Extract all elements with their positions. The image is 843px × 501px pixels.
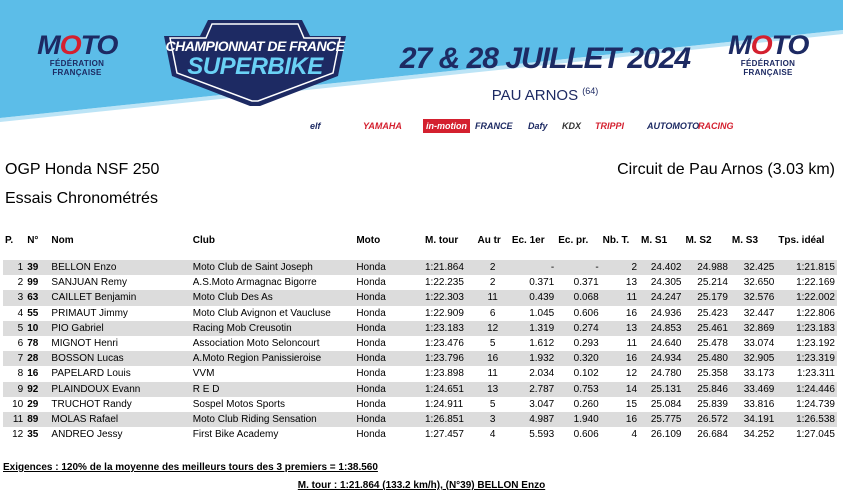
cell-name: CAILLET Benjamin bbox=[49, 290, 190, 305]
table-row bbox=[3, 412, 837, 427]
cell-ideal: 1:22.002 bbox=[776, 290, 837, 305]
cell-moto: Honda bbox=[356, 398, 386, 410]
cell-lap-no: 2 bbox=[475, 260, 509, 275]
cell-club: VVM bbox=[192, 368, 215, 380]
cell-s1: 26.109 bbox=[650, 429, 682, 441]
cell-moto: Honda bbox=[354, 412, 423, 427]
cell-name: MOLAS Rafael bbox=[49, 412, 190, 427]
cell-name: BOSSON Lucas bbox=[49, 351, 190, 366]
cell-ideal: 1:26.538 bbox=[776, 412, 837, 427]
cell-laps: 16 bbox=[625, 307, 638, 319]
cell-ideal: 1:21.815 bbox=[776, 260, 837, 275]
col-header-ideal: Tps. idéal bbox=[778, 234, 825, 246]
cell-laps: 16 bbox=[601, 351, 639, 366]
cell-moto: Honda bbox=[356, 368, 386, 380]
table-row bbox=[3, 397, 837, 412]
cell-pos: 12 bbox=[12, 429, 24, 441]
cell-name: ANDREO Jessy bbox=[51, 429, 123, 441]
cell-pos: 8 bbox=[17, 368, 24, 380]
ffm-logo-moto: MOTO bbox=[36, 30, 118, 60]
sponsor-yamaha-logo: YAMAHA bbox=[363, 121, 402, 131]
best-lap-note: M. tour : 1:21.864 (133.2 km/h), (N°39) BELLON Enzo bbox=[297, 480, 546, 491]
cell-name: PIO Gabriel bbox=[49, 321, 190, 336]
cell-pos: 11 bbox=[3, 412, 25, 427]
table-header-row bbox=[3, 230, 837, 250]
cell-gap-first: 5.593 bbox=[529, 429, 555, 441]
cell-name: TRUCHOT Randy bbox=[51, 398, 132, 410]
cell-name: MIGNOT Henri bbox=[51, 338, 118, 350]
cell-best-lap: 1:23.183 bbox=[423, 321, 476, 336]
sponsor-strip bbox=[305, 119, 755, 135]
cell-s2: 25.358 bbox=[697, 368, 728, 380]
cell-club: Moto Club Riding Sensation bbox=[191, 412, 355, 427]
sponsor-kdx-logo: KDX bbox=[562, 121, 582, 131]
results-table bbox=[3, 230, 837, 442]
cell-s3: 34.252 bbox=[743, 429, 775, 441]
table-row bbox=[3, 306, 837, 321]
cell-ideal: 1:23.192 bbox=[796, 338, 835, 350]
cell-s3: 32.447 bbox=[743, 307, 775, 319]
cell-best-lap: 1:23.898 bbox=[424, 368, 464, 380]
cell-s3: 33.816 bbox=[743, 398, 775, 410]
cell-s1: 24.780 bbox=[650, 368, 682, 380]
ffm-logo-line2: FRANÇAISE bbox=[743, 68, 793, 77]
cell-num: 35 bbox=[27, 429, 39, 441]
cell-club: Moto Club de Saint Joseph bbox=[191, 260, 355, 275]
cell-ideal: 1:24.739 bbox=[796, 398, 835, 410]
cell-s1: 24.853 bbox=[639, 321, 683, 336]
cell-s2: 24.988 bbox=[683, 260, 729, 275]
cell-s2: 25.839 bbox=[697, 398, 728, 410]
cell-moto: Honda bbox=[354, 260, 423, 275]
cell-club: A.Moto Region Panissieroise bbox=[191, 351, 355, 366]
cell-pos: 7 bbox=[3, 351, 25, 366]
cell-gap-first: - bbox=[510, 260, 556, 275]
ffm-logo-line1: FÉDÉRATION bbox=[49, 59, 105, 68]
requirement-note: Exigences : 120% de la moyenne des meilleurs tours des 3 premiers = 1:38.560 bbox=[3, 462, 378, 473]
cell-gap-prev: 0.753 bbox=[556, 382, 600, 397]
col-header-pos: P. bbox=[5, 234, 14, 246]
cell-s2: 25.179 bbox=[683, 290, 729, 305]
header-banner bbox=[0, 0, 843, 150]
cell-club: A.S.Moto Armagnac Bigorre bbox=[192, 277, 317, 289]
cell-laps: 2 bbox=[601, 260, 639, 275]
cell-s1: 24.247 bbox=[639, 290, 683, 305]
sponsor-automoto-logo: AUTOMOTO bbox=[647, 121, 700, 131]
cell-gap-first: 1.612 bbox=[529, 338, 555, 350]
cell-gap-prev: 0.320 bbox=[556, 351, 600, 366]
cell-laps: 11 bbox=[601, 290, 639, 305]
col-header-num: N° bbox=[27, 234, 39, 246]
cell-s2: 26.684 bbox=[697, 429, 728, 441]
cell-laps: 13 bbox=[601, 321, 639, 336]
cell-num: 28 bbox=[25, 351, 49, 366]
cell-laps: 14 bbox=[601, 382, 639, 397]
table-row bbox=[3, 321, 837, 336]
cell-lap-no: 13 bbox=[475, 382, 509, 397]
cell-gap-prev: 0.606 bbox=[573, 429, 599, 441]
table-row bbox=[3, 427, 837, 442]
cell-s1: 25.084 bbox=[650, 398, 682, 410]
cell-lap-no: 4 bbox=[489, 429, 496, 441]
col-header-club: Club bbox=[192, 234, 215, 246]
event-venue bbox=[395, 86, 695, 104]
results-body bbox=[3, 260, 837, 442]
cell-pos: 5 bbox=[3, 321, 25, 336]
sponsor-elf-logo: elf bbox=[310, 121, 321, 131]
cell-s2: 25.480 bbox=[683, 351, 729, 366]
cell-gap-first: 2.787 bbox=[510, 382, 556, 397]
cell-best-lap: 1:26.851 bbox=[423, 412, 476, 427]
cell-lap-no: 6 bbox=[489, 307, 496, 319]
cell-s2: 25.423 bbox=[697, 307, 728, 319]
col-header-name: Nom bbox=[51, 234, 74, 246]
cell-best-lap: 1:24.651 bbox=[423, 382, 476, 397]
cell-s1: 25.775 bbox=[639, 412, 683, 427]
sponsor-trippi-logo: TRIPPI bbox=[595, 121, 625, 131]
cell-gap-first: 4.987 bbox=[510, 412, 556, 427]
col-header-gap-first: Ec. 1er bbox=[511, 234, 545, 246]
sponsor-france-logo: FRANCE bbox=[475, 121, 513, 131]
cell-s2: 25.461 bbox=[683, 321, 729, 336]
cell-s2: 25.846 bbox=[683, 382, 729, 397]
venue-name: PAU ARNOS bbox=[491, 87, 579, 104]
race-circuit: Circuit de Pau Arnos (3.03 km) bbox=[617, 161, 835, 178]
cell-pos: 4 bbox=[17, 307, 24, 319]
cell-s1: 24.402 bbox=[639, 260, 683, 275]
cell-club: First Bike Academy bbox=[192, 429, 279, 441]
cell-pos: 6 bbox=[17, 338, 24, 350]
cell-moto: Honda bbox=[354, 382, 423, 397]
cell-num: 29 bbox=[27, 398, 39, 410]
cell-s3: 33.074 bbox=[743, 338, 775, 350]
cell-best-lap: 1:22.909 bbox=[424, 307, 464, 319]
cell-num: 89 bbox=[25, 412, 49, 427]
cell-lap-no: 16 bbox=[475, 351, 509, 366]
cell-gap-first: 1.932 bbox=[510, 351, 556, 366]
cell-gap-prev: 1.940 bbox=[556, 412, 600, 427]
table-row bbox=[3, 351, 837, 366]
cell-num: 55 bbox=[27, 307, 39, 319]
cell-lap-no: 2 bbox=[489, 277, 496, 289]
cell-gap-prev: 0.260 bbox=[573, 398, 599, 410]
cell-best-lap: 1:27.457 bbox=[424, 429, 464, 441]
cell-pos: 10 bbox=[12, 398, 24, 410]
cell-ideal: 1:23.183 bbox=[776, 321, 837, 336]
cell-gap-first: 1.319 bbox=[510, 321, 556, 336]
cell-s3: 32.869 bbox=[730, 321, 776, 336]
cell-ideal: 1:24.446 bbox=[776, 382, 837, 397]
cell-gap-first: 0.371 bbox=[529, 277, 555, 289]
cell-laps: 11 bbox=[626, 338, 638, 350]
championship-line2: SUPERBIKE bbox=[187, 53, 323, 80]
cell-laps: 12 bbox=[625, 368, 638, 380]
cell-num: 63 bbox=[25, 290, 49, 305]
session-title: Essais Chronométrés bbox=[5, 190, 158, 207]
cell-name: BELLON Enzo bbox=[49, 260, 190, 275]
table-row bbox=[3, 336, 837, 351]
cell-pos: 2 bbox=[17, 277, 24, 289]
cell-laps: 15 bbox=[625, 398, 638, 410]
cell-moto: Honda bbox=[354, 290, 423, 305]
cell-num: 16 bbox=[27, 368, 39, 380]
cell-gap-prev: 0.102 bbox=[573, 368, 599, 380]
col-header-gap-prev: Ec. pr. bbox=[558, 234, 589, 246]
cell-num: 92 bbox=[25, 382, 49, 397]
table-row bbox=[3, 290, 837, 305]
cell-gap-first: 1.045 bbox=[529, 307, 555, 319]
sponsor-racing-logo: RACING bbox=[698, 121, 734, 131]
cell-name: PRIMAUT Jimmy bbox=[51, 307, 128, 319]
cell-laps: 16 bbox=[601, 412, 639, 427]
cell-moto: Honda bbox=[356, 277, 386, 289]
venue-dept: (64) bbox=[582, 86, 599, 96]
cell-s3: 32.650 bbox=[743, 277, 775, 289]
event-dates: 27 & 28 JUILLET 2024 bbox=[399, 42, 691, 75]
table-row bbox=[3, 275, 837, 290]
cell-best-lap: 1:24.911 bbox=[424, 398, 464, 410]
cell-gap-prev: 0.371 bbox=[573, 277, 599, 289]
col-header-best-lap: M. tour bbox=[424, 234, 459, 246]
cell-gap-first: 2.034 bbox=[529, 368, 555, 380]
cell-name: PAPELARD Louis bbox=[51, 368, 131, 380]
cell-moto: Honda bbox=[356, 307, 386, 319]
col-header-lap-no: Au tr bbox=[477, 234, 501, 246]
ffm-logo-line2: FRANÇAISE bbox=[52, 68, 102, 77]
ffm-logo-right bbox=[718, 32, 818, 77]
cell-club: Association Moto Seloncourt bbox=[192, 338, 320, 350]
cell-moto: Honda bbox=[354, 351, 423, 366]
cell-num: 78 bbox=[27, 338, 39, 350]
cell-club: Moto Club Des As bbox=[191, 290, 355, 305]
ffm-logo-line1: FÉDÉRATION bbox=[740, 59, 796, 68]
cell-s2: 26.572 bbox=[683, 412, 729, 427]
sponsor-dafy-logo: Dafy bbox=[528, 121, 548, 131]
table-row bbox=[3, 366, 837, 381]
cell-s3: 34.191 bbox=[730, 412, 776, 427]
cell-club: Moto Club Avignon et Vaucluse bbox=[192, 307, 331, 319]
cell-s2: 25.214 bbox=[697, 277, 728, 289]
cell-best-lap: 1:23.796 bbox=[423, 351, 476, 366]
cell-ideal: 1:23.319 bbox=[776, 351, 837, 366]
cell-pos: 1 bbox=[3, 260, 25, 275]
cell-s3: 32.425 bbox=[730, 260, 776, 275]
cell-name: SANJUAN Remy bbox=[51, 277, 127, 289]
col-header-laps: Nb. T. bbox=[602, 234, 630, 246]
cell-best-lap: 1:22.235 bbox=[424, 277, 464, 289]
cell-pos: 3 bbox=[3, 290, 25, 305]
cell-ideal: 1:27.045 bbox=[796, 429, 835, 441]
cell-gap-prev: 0.068 bbox=[556, 290, 600, 305]
cell-gap-prev: 0.293 bbox=[573, 338, 599, 350]
cell-best-lap: 1:21.864 bbox=[423, 260, 476, 275]
cell-s1: 25.131 bbox=[639, 382, 683, 397]
cell-name: PLAINDOUX Evann bbox=[49, 382, 190, 397]
cell-lap-no: 11 bbox=[487, 368, 498, 380]
championship-logo bbox=[160, 16, 350, 110]
cell-gap-prev: - bbox=[556, 260, 600, 275]
cell-s2: 25.478 bbox=[697, 338, 728, 350]
table-row bbox=[3, 382, 837, 397]
cell-moto: Honda bbox=[354, 321, 423, 336]
race-category: OGP Honda NSF 250 bbox=[5, 161, 160, 178]
cell-gap-first: 0.439 bbox=[510, 290, 556, 305]
cell-best-lap: 1:22.303 bbox=[423, 290, 476, 305]
col-header-moto: Moto bbox=[356, 234, 381, 246]
cell-lap-no: 5 bbox=[489, 338, 496, 350]
cell-club: Sospel Motos Sports bbox=[192, 398, 286, 410]
cell-gap-prev: 0.606 bbox=[573, 307, 599, 319]
cell-lap-no: 11 bbox=[475, 290, 509, 305]
cell-gap-prev: 0.274 bbox=[556, 321, 600, 336]
cell-laps: 4 bbox=[631, 429, 638, 441]
cell-s1: 24.934 bbox=[639, 351, 683, 366]
cell-ideal: 1:22.806 bbox=[796, 307, 835, 319]
cell-num: 39 bbox=[25, 260, 49, 275]
cell-s3: 33.173 bbox=[743, 368, 775, 380]
cell-s3: 32.905 bbox=[730, 351, 776, 366]
ffm-logo-moto: MOTO bbox=[727, 30, 809, 60]
cell-s1: 24.640 bbox=[650, 338, 682, 350]
cell-lap-no: 12 bbox=[475, 321, 509, 336]
cell-laps: 13 bbox=[625, 277, 638, 289]
cell-num: 10 bbox=[25, 321, 49, 336]
cell-lap-no: 3 bbox=[475, 412, 509, 427]
cell-pos: 9 bbox=[3, 382, 25, 397]
cell-num: 99 bbox=[27, 277, 39, 289]
cell-moto: Honda bbox=[356, 338, 386, 350]
championship-line1: CHAMPIONNAT DE FRANCE bbox=[165, 38, 345, 54]
col-header-s2: M. S2 bbox=[685, 234, 712, 246]
ffm-logo-left bbox=[27, 32, 127, 77]
cell-best-lap: 1:23.476 bbox=[424, 338, 464, 350]
cell-s3: 33.469 bbox=[730, 382, 776, 397]
col-header-s3: M. S3 bbox=[731, 234, 759, 246]
sponsor-inmotion-logo: in-motion bbox=[423, 119, 470, 133]
cell-ideal: 1:22.169 bbox=[796, 277, 835, 289]
cell-club: Racing Mob Creusotin bbox=[191, 321, 355, 336]
cell-s3: 32.576 bbox=[730, 290, 776, 305]
cell-ideal: 1:23.311 bbox=[796, 368, 835, 380]
cell-s1: 24.936 bbox=[650, 307, 682, 319]
col-header-s1: M. S1 bbox=[641, 234, 668, 246]
cell-club: R E D bbox=[191, 382, 355, 397]
cell-gap-first: 3.047 bbox=[529, 398, 555, 410]
cell-moto: Honda bbox=[356, 429, 386, 441]
table-row bbox=[3, 260, 837, 275]
cell-s1: 24.305 bbox=[650, 277, 682, 289]
cell-lap-no: 5 bbox=[489, 398, 496, 410]
